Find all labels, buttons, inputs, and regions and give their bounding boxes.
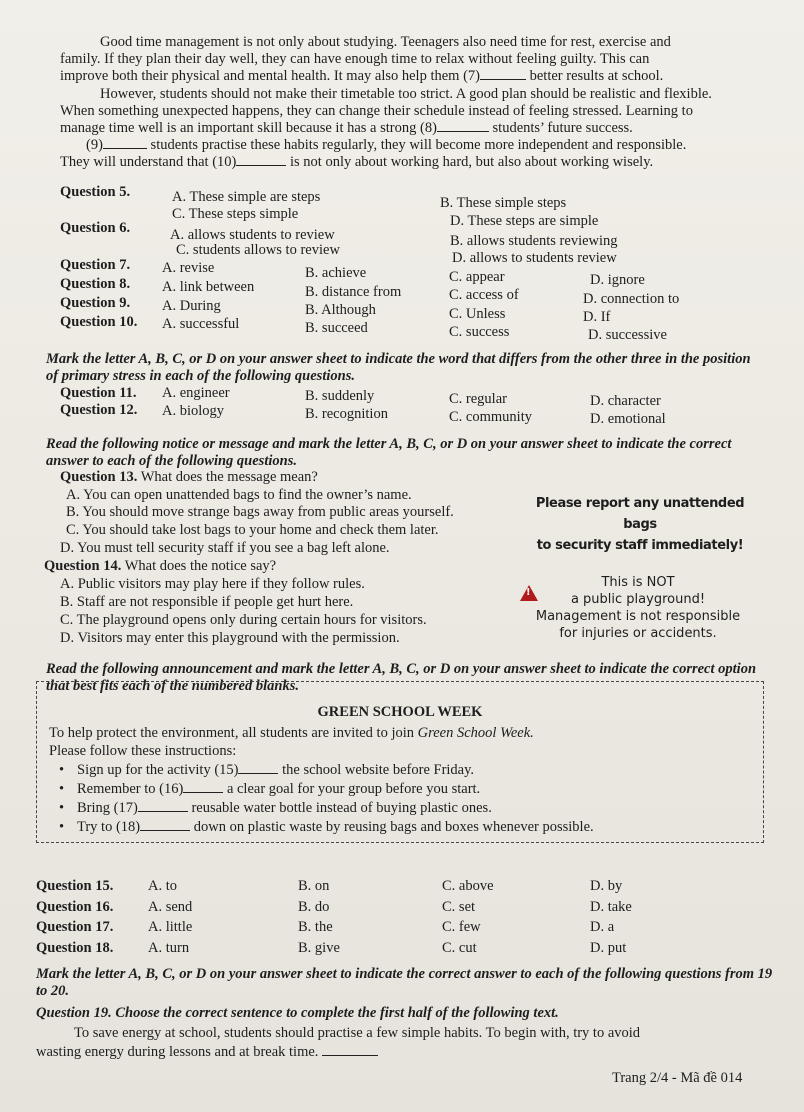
option-c[interactable]: C. The playground opens only during certain hours for visitors. (60, 612, 427, 628)
section-instruction: Mark the letter A, B, C, or D on your answer sheet to indicate the correct answer to each of the following questions from 19 to 20. (36, 966, 773, 999)
instruction-item: • Remember to (16) a clear goal for your group before you start. (77, 781, 480, 798)
option-a[interactable]: A. send (148, 899, 193, 915)
option-a[interactable]: A. turn (148, 940, 190, 956)
passage-line: (9) students practise these habits regularly, they will become more independent and responsible. (86, 137, 687, 153)
section-instruction: Read the following notice or message and mark the letter A, B, C, or D on your answer sheet to indicate the correct answer to each of the following questions. (46, 436, 732, 469)
passage-line: Good time management is not only about studying. Teenagers also need time for rest, exercise and (100, 34, 671, 50)
option-c[interactable]: C. students allows to review (176, 242, 340, 258)
question-label: Question 12. (60, 402, 138, 418)
option-b[interactable]: B. the (298, 919, 333, 935)
announcement-title: GREEN SCHOOL WEEK (317, 704, 483, 720)
passage-line: When something unexpected happens, they can change their schedule instead of feeling stressed. Learning to (60, 103, 693, 119)
passage-line: However, students should not make their timetable too strict. A good plan should be realistic and flexible. (100, 86, 712, 102)
option-a[interactable]: A. These simple are steps (172, 189, 321, 205)
option-b[interactable]: B. You should move strange bags away from public areas yourself. (66, 504, 454, 520)
option-d[interactable]: D. You must tell security staff if you see a bag left alone. (60, 540, 390, 556)
option-b[interactable]: B. allows students reviewing (450, 233, 618, 249)
question-label: Question 8. (60, 276, 131, 292)
option-a[interactable]: A. successful (162, 316, 240, 332)
option-d[interactable]: D. ignore (590, 272, 645, 288)
question-label: Question 5. (60, 184, 131, 200)
instruction-item: • Bring (17) reusable water bottle instead of buying plastic ones. (77, 800, 492, 817)
passage-line: improve both their physical and mental health. It may also help them (7) better results at school. (60, 68, 664, 84)
question-label: Question 10. (60, 314, 138, 330)
option-d[interactable]: D. put (590, 940, 627, 956)
option-c[interactable]: C. You should take lost bags to your home and check them later. (66, 522, 439, 538)
option-b[interactable]: B. Although (305, 302, 376, 318)
question-label: Question 15. (36, 878, 114, 894)
question-stem: Question 13. What does the message mean? (60, 469, 318, 485)
question-label: Question 6. (60, 220, 131, 236)
section-instruction: Read the following announcement and mark the letter A, B, C, or D on your answer sheet to indicate the correct option that best fits each of the numbered blanks. (46, 661, 757, 694)
answer-blank[interactable] (322, 1055, 378, 1056)
page-footer: Trang 2/4 - Mã đề 014 (612, 1070, 743, 1086)
option-d[interactable]: D. take (590, 899, 632, 915)
option-c[interactable]: C. access of (449, 287, 519, 303)
option-d[interactable]: D. a (590, 919, 615, 935)
sign-line: This is NOT (601, 575, 675, 590)
section-instruction: Mark the letter A, B, C, or D on your answer sheet to indicate the word that differs from the other three in the position of primary stress in each of the following questions. (46, 351, 751, 384)
option-c[interactable]: C. cut (442, 940, 477, 956)
option-a[interactable]: A. biology (162, 403, 225, 419)
option-b[interactable]: B. on (298, 878, 330, 894)
option-d[interactable]: D. by (590, 878, 623, 894)
passage-line: family. If they plan their day well, they can have enough time to relax without feeling guilty. This can (60, 51, 650, 67)
option-d[interactable]: D. successive (588, 327, 667, 343)
option-b[interactable]: B. give (298, 940, 340, 956)
question-label: Question 11. (60, 385, 137, 401)
question-label: Question 17. (36, 919, 114, 935)
option-a[interactable]: A. revise (162, 260, 215, 276)
question-label: Question 9. (60, 295, 131, 311)
text-line: To save energy at school, students should practise a few simple habits. To begin with, try to avoid (74, 1025, 641, 1041)
sign-line: a public playground! (570, 592, 706, 607)
option-b[interactable]: B. succeed (305, 320, 368, 336)
option-a[interactable]: A. Public visitors may play here if they follow rules. (60, 576, 365, 592)
text-line: wasting energy during lessons and at break time. (36, 1044, 378, 1061)
message-line: to security staff immediately! (536, 538, 744, 553)
passage-line: They will understand that (10) is not only about working hard, but also about working wisely. (60, 154, 654, 170)
sign-line: for injuries or accidents. (559, 626, 717, 641)
announcement-follow: Please follow these instructions: (49, 743, 237, 759)
message-line: Please report any unattended bags (535, 496, 745, 532)
question-label: Question 16. (36, 899, 114, 915)
announcement-intro: To help protect the environment, all students are invited to join Green School Week. (49, 725, 534, 741)
instruction-item: • Try to (18) down on plastic waste by reusing bags and boxes whenever possible. (77, 819, 594, 836)
option-d[interactable]: D. These steps are simple (450, 213, 599, 229)
question-label: Question 7. (60, 257, 131, 273)
option-a[interactable]: A. link between (162, 279, 255, 295)
option-a[interactable]: A. little (148, 919, 193, 935)
option-b[interactable]: B. distance from (305, 284, 402, 300)
option-c[interactable]: C. set (442, 899, 476, 915)
message-box (520, 493, 760, 556)
question-stem: Question 14. What does the notice say? (44, 558, 277, 574)
option-c[interactable]: C. community (449, 409, 532, 425)
announcement-box (36, 681, 764, 843)
option-c[interactable]: C. regular (449, 391, 507, 407)
option-d[interactable]: D. character (590, 393, 661, 409)
option-c[interactable]: C. These steps simple (172, 206, 299, 222)
option-a[interactable]: A. During (162, 298, 221, 314)
option-c[interactable]: C. few (442, 919, 481, 935)
option-b[interactable]: B. suddenly (305, 388, 375, 404)
option-d[interactable]: D. Visitors may enter this playground with the permission. (60, 630, 400, 646)
option-b[interactable]: B. recognition (305, 406, 388, 422)
option-c[interactable]: C. Unless (449, 306, 506, 322)
exclamation-icon: ! (526, 587, 531, 598)
option-c[interactable]: C. appear (449, 269, 505, 285)
option-b[interactable]: B. Staff are not responsible if people get hurt here. (60, 594, 354, 610)
option-a[interactable]: A. to (148, 878, 177, 894)
option-a[interactable]: A. allows students to review (170, 227, 335, 243)
option-d[interactable]: D. allows to students review (452, 250, 617, 266)
option-c[interactable]: C. success (449, 324, 510, 340)
option-b[interactable]: B. These simple steps (440, 195, 567, 211)
instruction-item: • Sign up for the activity (15) the school website before Friday. (77, 762, 474, 779)
option-b[interactable]: B. achieve (305, 265, 367, 281)
option-d[interactable]: D. If (583, 309, 611, 325)
question-label: Question 18. (36, 940, 114, 956)
passage-line: manage time well is an important skill because it has a strong (8) students’ future success. (60, 120, 633, 136)
option-a[interactable]: A. engineer (162, 385, 230, 401)
sign-line: Management is not responsible (535, 609, 741, 624)
option-d[interactable]: D. emotional (590, 411, 666, 427)
option-a[interactable]: A. You can open unattended bags to find the owner’s name. (66, 487, 412, 503)
question-19-instruction: Question 19. Choose the correct sentence to complete the first half of the following text. (36, 1005, 559, 1021)
option-b[interactable]: B. do (298, 899, 330, 915)
playground-sign (508, 574, 768, 642)
option-c[interactable]: C. above (442, 878, 494, 894)
option-d[interactable]: D. connection to (583, 291, 680, 307)
